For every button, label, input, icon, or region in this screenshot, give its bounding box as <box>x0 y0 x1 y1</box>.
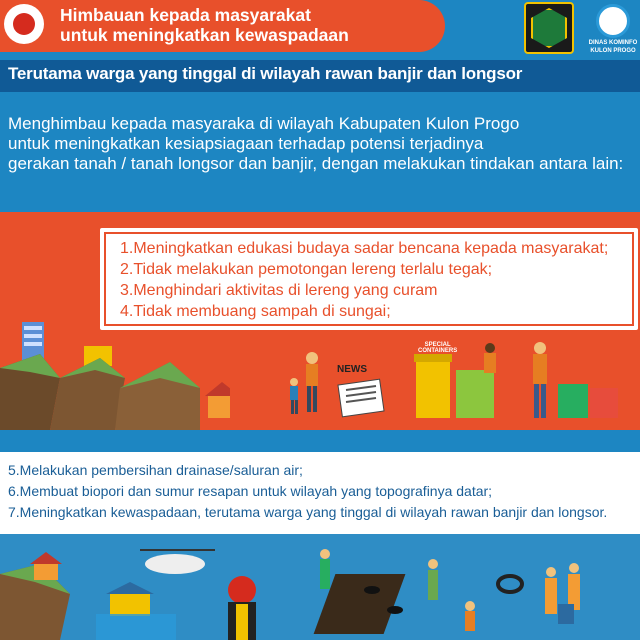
family-illustration <box>282 348 332 418</box>
list-item: 7.Meningkatkan kewaspadaan, terutama warga yang tinggal di wilayah rawan banjir dan longsor. <box>8 504 608 520</box>
kominfo-logo-icon <box>596 4 630 38</box>
kominfo-line-2: KULON PROGO <box>590 48 636 54</box>
list-item: 2.Tidak melakukan pemotongan lereng terlalu tegak; <box>120 261 493 278</box>
newspaper-icon <box>336 376 386 418</box>
intro-line-2: untuk meningkatkan kesiapsiagaan terhadap potensi terjadinya <box>8 134 484 153</box>
regency-seal-icon <box>524 2 574 54</box>
recycling-bins-illustration <box>410 338 636 424</box>
special-line-2: CONTAINERS <box>418 348 458 354</box>
list-item: 4.Tidak membuang sampah di sungai; <box>120 303 391 320</box>
warning-logo-icon <box>4 4 44 44</box>
news-label: NEWS <box>337 364 367 375</box>
title-line-1: Himbauan kepada masyarakat <box>60 5 311 25</box>
list-item: 3.Menghindari aktivitas di lereng yang curam <box>120 282 438 299</box>
kominfo-line-1: DINAS KOMINFO <box>588 40 638 46</box>
page-title <box>60 5 349 45</box>
special-line-1: SPECIAL <box>424 342 451 348</box>
kominfo-logo <box>588 4 638 64</box>
list-item: 5.Melakukan pembersihan drainase/saluran air; <box>8 462 303 478</box>
intro-line-1: Menghimbau kepada masyaraka di wilayah Kabupaten Kulon Progo <box>8 114 520 133</box>
landslide-illustration <box>0 318 230 430</box>
intro-line-3: gerakan tanah / tanah longsor dan banjir, dengan melakukan tindakan antara lain: <box>8 154 624 173</box>
list-item: 1.Meningkatkan edukasi budaya sadar bencana kepada masyarakat; <box>120 240 609 257</box>
list-item: 6.Membuat biopori dan sumur resapan untuk wilayah yang topografinya datar; <box>8 483 493 499</box>
bottom-scene-illustration <box>0 534 640 640</box>
intro-text <box>8 114 636 174</box>
secondary-actions-box <box>0 452 640 534</box>
subtitle: Terutama warga yang tinggal di wilayah rawan banjir dan longsor <box>8 64 523 83</box>
primary-actions-box <box>100 228 638 330</box>
title-line-2: untuk meningkatkan kewaspadaan <box>60 25 349 45</box>
